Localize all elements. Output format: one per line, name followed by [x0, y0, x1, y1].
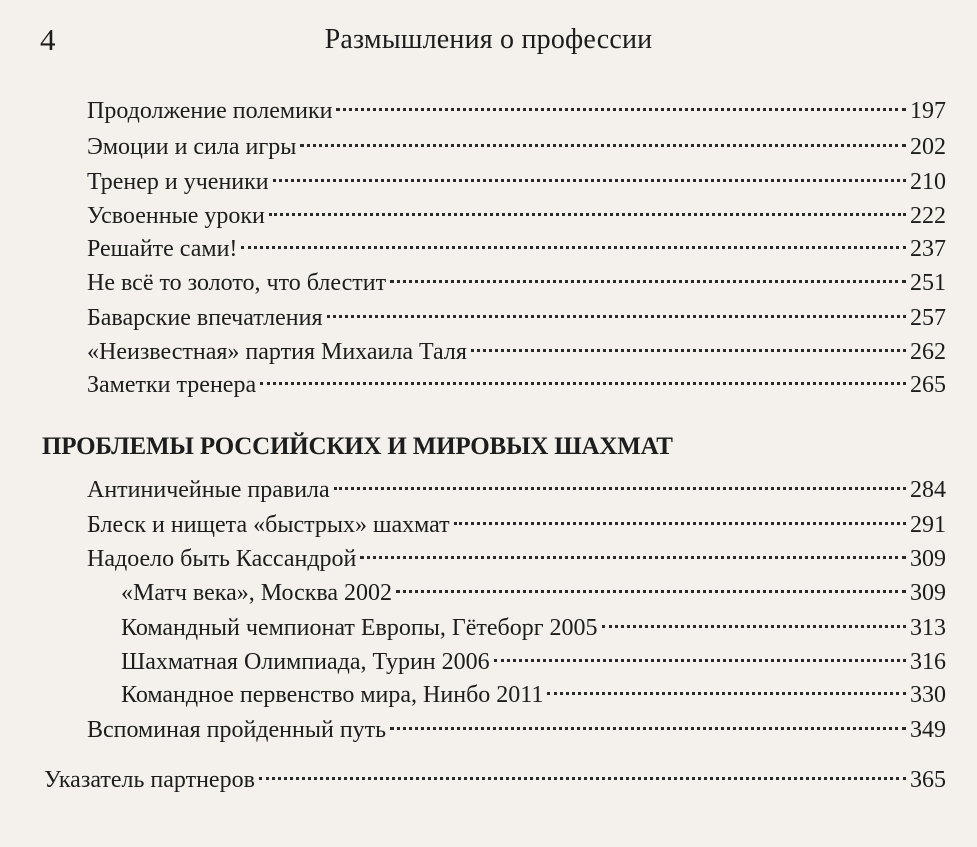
toc-subentry	[121, 645, 946, 679]
toc-entry-page: 330	[910, 682, 946, 708]
dot-leader	[547, 692, 906, 695]
dot-leader	[260, 382, 906, 385]
toc-entry-title: Баварские впечатления	[87, 305, 323, 331]
toc-entry-page: 265	[910, 372, 946, 398]
toc-entry	[87, 368, 946, 402]
toc-entry-title: Тренер и ученики	[87, 169, 269, 195]
toc-entry-page: 197	[910, 98, 946, 124]
toc-entry	[87, 542, 946, 576]
toc-entry	[87, 508, 946, 542]
toc-entry	[87, 94, 946, 128]
toc-entry-title: «Неизвестная» партия Михаила Таля	[87, 339, 467, 365]
toc-entry	[87, 335, 946, 369]
toc-entry	[87, 473, 946, 507]
dot-leader	[336, 108, 906, 111]
dot-leader	[454, 522, 906, 525]
toc-entry	[87, 232, 946, 266]
dot-leader	[269, 213, 906, 216]
toc-entry-title: Антиничейные правила	[87, 477, 330, 503]
toc-entry	[87, 165, 946, 199]
section-heading: ПРОБЛЕМЫ РОССИЙСКИХ И МИРОВЫХ ШАХМАТ	[42, 433, 673, 460]
toc-entry-title: «Матч века», Москва 2002	[121, 580, 393, 606]
dot-leader	[327, 315, 907, 318]
running-title: Размышления о профессии	[324, 24, 653, 55]
dot-leader	[494, 659, 906, 662]
toc-entry-title: Заметки тренера	[87, 372, 257, 398]
toc-subentry	[121, 576, 946, 610]
toc-entry-title: Командный чемпионат Европы, Гётеборг 2005	[121, 615, 598, 641]
page-number: 4	[40, 22, 56, 57]
dot-leader	[471, 349, 906, 352]
toc-entry-page: 365	[910, 767, 946, 793]
toc-entry-page: 262	[910, 339, 946, 365]
toc-entry	[87, 199, 946, 233]
toc-entry-title: Надоело быть Кассандрой	[87, 546, 357, 572]
dot-leader	[241, 246, 906, 249]
dot-leader	[602, 625, 906, 628]
toc-entry-title: Указатель партнеров	[44, 767, 255, 793]
toc-entry-page: 284	[910, 477, 946, 503]
toc-entry-title: Вспоминая пройденный путь	[87, 717, 387, 743]
toc-subentry	[121, 611, 946, 645]
dot-leader	[334, 487, 906, 490]
toc-entry-page: 257	[910, 305, 946, 331]
toc-entry	[87, 266, 946, 300]
toc-entry-page: 291	[910, 512, 946, 538]
toc-entry-title: Блеск и нищета «быстрых» шахмат	[87, 512, 450, 538]
dot-leader	[259, 777, 906, 780]
dot-leader	[390, 727, 906, 730]
toc-entry-page: 210	[910, 169, 946, 195]
dot-leader	[360, 556, 906, 559]
toc-entry	[87, 301, 946, 335]
toc-entry-title: Решайте сами!	[87, 236, 238, 262]
toc-entry-page: 316	[910, 649, 946, 675]
toc-entry-page: 251	[910, 270, 946, 296]
page-header	[0, 18, 977, 62]
dot-leader	[390, 280, 906, 283]
toc-entry-index	[44, 763, 946, 797]
toc-entry-title: Командное первенство мира, Нинбо 2011	[121, 682, 544, 708]
dot-leader	[300, 144, 906, 147]
toc-entry-page: 309	[910, 546, 946, 572]
toc-entry	[87, 713, 946, 747]
toc-entry-title: Шахматная Олимпиада, Турин 2006	[121, 649, 490, 675]
toc-entry	[87, 130, 946, 164]
toc-entry-title: Усвоенные уроки	[87, 203, 265, 229]
toc-entry-page: 222	[910, 203, 946, 229]
dot-leader	[396, 590, 906, 593]
toc-entry-page: 237	[910, 236, 946, 262]
toc-entry-page: 309	[910, 580, 946, 606]
toc-entry-page: 202	[910, 134, 946, 160]
dot-leader	[273, 179, 906, 182]
toc-subentry	[121, 678, 946, 712]
toc-entry-title: Продолжение полемики	[87, 98, 333, 124]
toc-entry-title: Эмоции и сила игры	[87, 134, 297, 160]
toc-entry-title: Не всё то золото, что блестит	[87, 270, 387, 296]
toc-entry-page: 349	[910, 717, 946, 743]
toc-entry-page: 313	[910, 615, 946, 641]
